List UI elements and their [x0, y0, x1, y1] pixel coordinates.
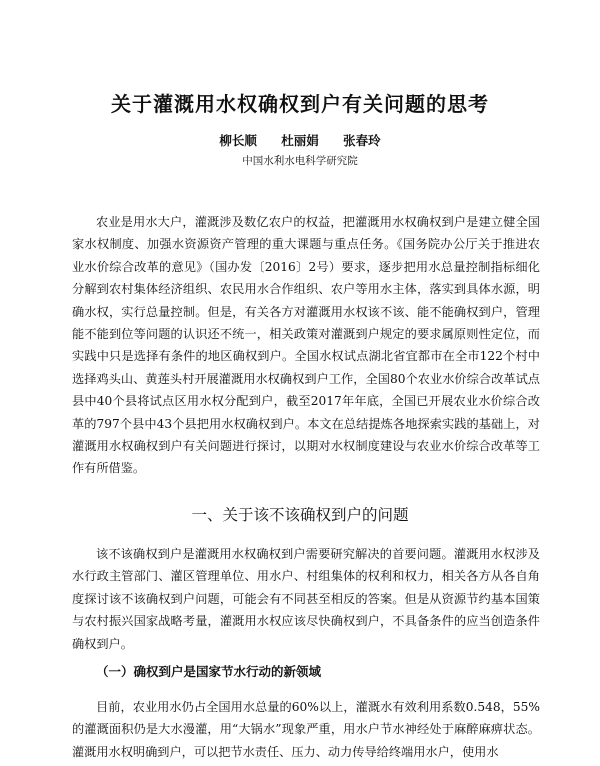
- affiliation: 中国水利水电科学研究院: [242, 155, 358, 167]
- author-name: 张春玲: [343, 133, 381, 148]
- paper-title: 关于灌溉用水权确权到户有关问题的思考: [111, 92, 489, 116]
- body-paragraph: 目前，农业用水仍占全国用水总量的60%以上，灌溉水有效利用系数0.548，55%的灌溉面积仍是大水漫灌，用“大锅水”现象严重，用水户节水神经处于麻醉麻痹状态。灌溉用水权明确到户，可以把节水责任、压力、动力传导给终端用水户，使用水: [72, 700, 540, 759]
- intro-paragraph: 农业是用水大户，灌溉涉及数亿农户的权益，把灌溉用水权确权到户是建立健全国家水权制度、加强水资源资产管理的重大课题与重点任务。《国务院办公厅关于推进农业水价综合改革的意见》（国办发〔2016〕2号）要求，逐步把用水总量控制指标细化分解到农村集体经济组织、农民用水合作组织、农户等用水主体，落实到具体水源，明确水权，实行总量控制。但是，有关各方对灌溉用水权该不该、能不能确权到户，管理能不能到位等问题的认识还不统一，相关政策对灌溉到户规定的要求属原则性定位，而实践中只是选择有条件的地区确权到户。全国水权试点湖北省宜都市在全市122个村中选择鸡头山、黄莲头村开展灌溉用水权确权到户工作，全国80个农业水价综合改革试点县中40个县将试点区用水权分配到户，截至2017年年底，全国已开展农业水价综合改革的797个县中43个县把用水权确权到户。本文在总结提炼各地探索实践的基础上，对灌溉用水权确权到户有关问题进行探讨，以期对水权制度建设与农业水价综合改革等工作有所借鉴。: [72, 215, 540, 476]
- body-paragraph: 该不该确权到户是灌溉用水权确权到户需要研究解决的首要问题。灌溉用水权涉及水行政主管部门、灌区管理单位、用水户、村组集体的权利和权力，相关各方从各自角度探讨该不该确权到户问题，可能会有不同甚至相反的答案。但是从资源节约基本国策与农村振兴国家战略考量，灌溉用水权应该尽快确权到户，不具备条件的应当创造条件确权到户。: [72, 547, 540, 651]
- author-name: 杜丽娟: [281, 133, 319, 148]
- section-heading: 一、关于该不该确权到户的问题: [191, 506, 409, 524]
- author-name: 柳长顺: [219, 133, 257, 148]
- author-list: [0, 131, 600, 149]
- subsection-heading: （一）确权到户是国家节水行动的新领域: [96, 664, 322, 679]
